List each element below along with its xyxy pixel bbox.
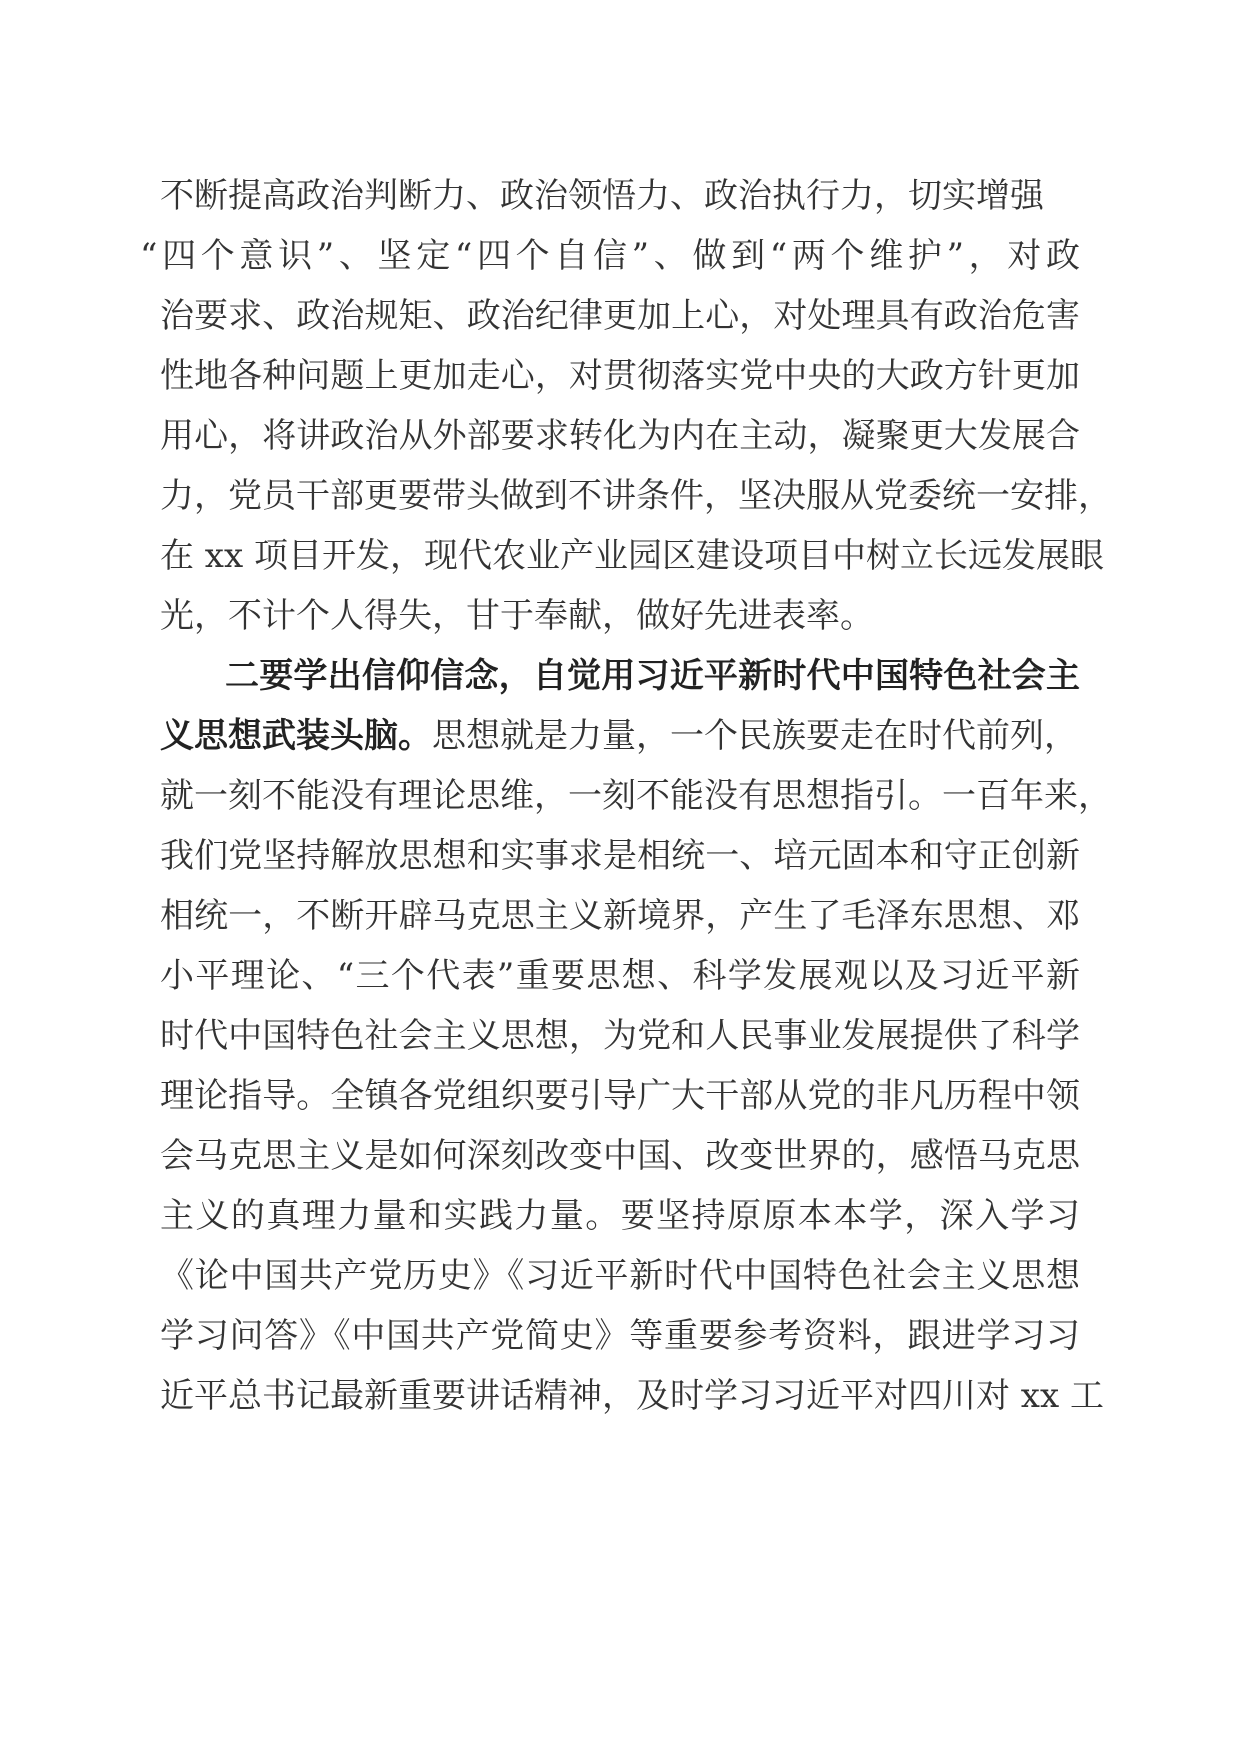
text-line: 理论指导。全镇各党组织要引导广大干部从党的非凡历程中领 xyxy=(160,1076,1080,1116)
text-line xyxy=(160,716,1080,756)
text-line: 近平总书记最新重要讲话精神，及时学习习近平对四川对 xx 工 xyxy=(160,1376,1104,1416)
text-line: 时代中国特色社会主义思想，为党和人民事业发展提供了科学 xyxy=(160,1016,1080,1056)
text-line: 性地各种问题上更加走心，对贯彻落实党中央的大政方针更加 xyxy=(160,356,1080,396)
text-line: 力，党员干部更要带头做到不讲条件，坚决服从党委统一安排， xyxy=(160,476,1112,516)
text-line: 就一刻不能没有理论思维，一刻不能没有思想指引。一百年来， xyxy=(160,776,1112,816)
text-line: “四个意识”、坚定“四个自信”、做到“两个维护”，对政 xyxy=(140,236,1080,276)
text-line: 我们党坚持解放思想和实事求是相统一、培元固本和守正创新 xyxy=(160,836,1080,876)
text-span: 思想就是力量，一个民族要走在时代前列， xyxy=(432,716,1078,756)
paragraph-heading: 义思想武装头脑。 xyxy=(160,716,432,756)
paragraph-heading: 二要学出信仰信念，自觉用习近平新时代中国特色社会主 xyxy=(225,656,1080,696)
text-line: 用心，将讲政治从外部要求转化为内在主动，凝聚更大发展合 xyxy=(160,416,1080,456)
text-line: 小平理论、“三个代表”重要思想、科学发展观以及习近平新 xyxy=(160,956,1080,996)
text-line: 光，不计个人得失，甘于奉献，做好先进表率。 xyxy=(160,596,874,636)
text-line: 不断提高政治判断力、政治领悟力、政治执行力，切实增强 xyxy=(160,176,1044,216)
text-line: 学习问答》《中国共产党简史》等重要参考资料，跟进学习习 xyxy=(160,1316,1080,1356)
text-line: 会马克思主义是如何深刻改变中国、改变世界的，感悟马克思 xyxy=(160,1136,1080,1176)
text-line: 在 xx 项目开发，现代农业产业园区建设项目中树立长远发展眼 xyxy=(160,536,1104,576)
text-line: 治要求、政治规矩、政治纪律更加上心，对处理具有政治危害 xyxy=(160,296,1080,336)
text-line: 相统一，不断开辟马克思主义新境界，产生了毛泽东思想、邓 xyxy=(160,896,1080,936)
text-line: 《论中国共产党历史》《习近平新时代中国特色社会主义思想 xyxy=(160,1256,1080,1296)
text-line: 主义的真理力量和实践力量。要坚持原原本本学，深入学习 xyxy=(160,1196,1080,1236)
